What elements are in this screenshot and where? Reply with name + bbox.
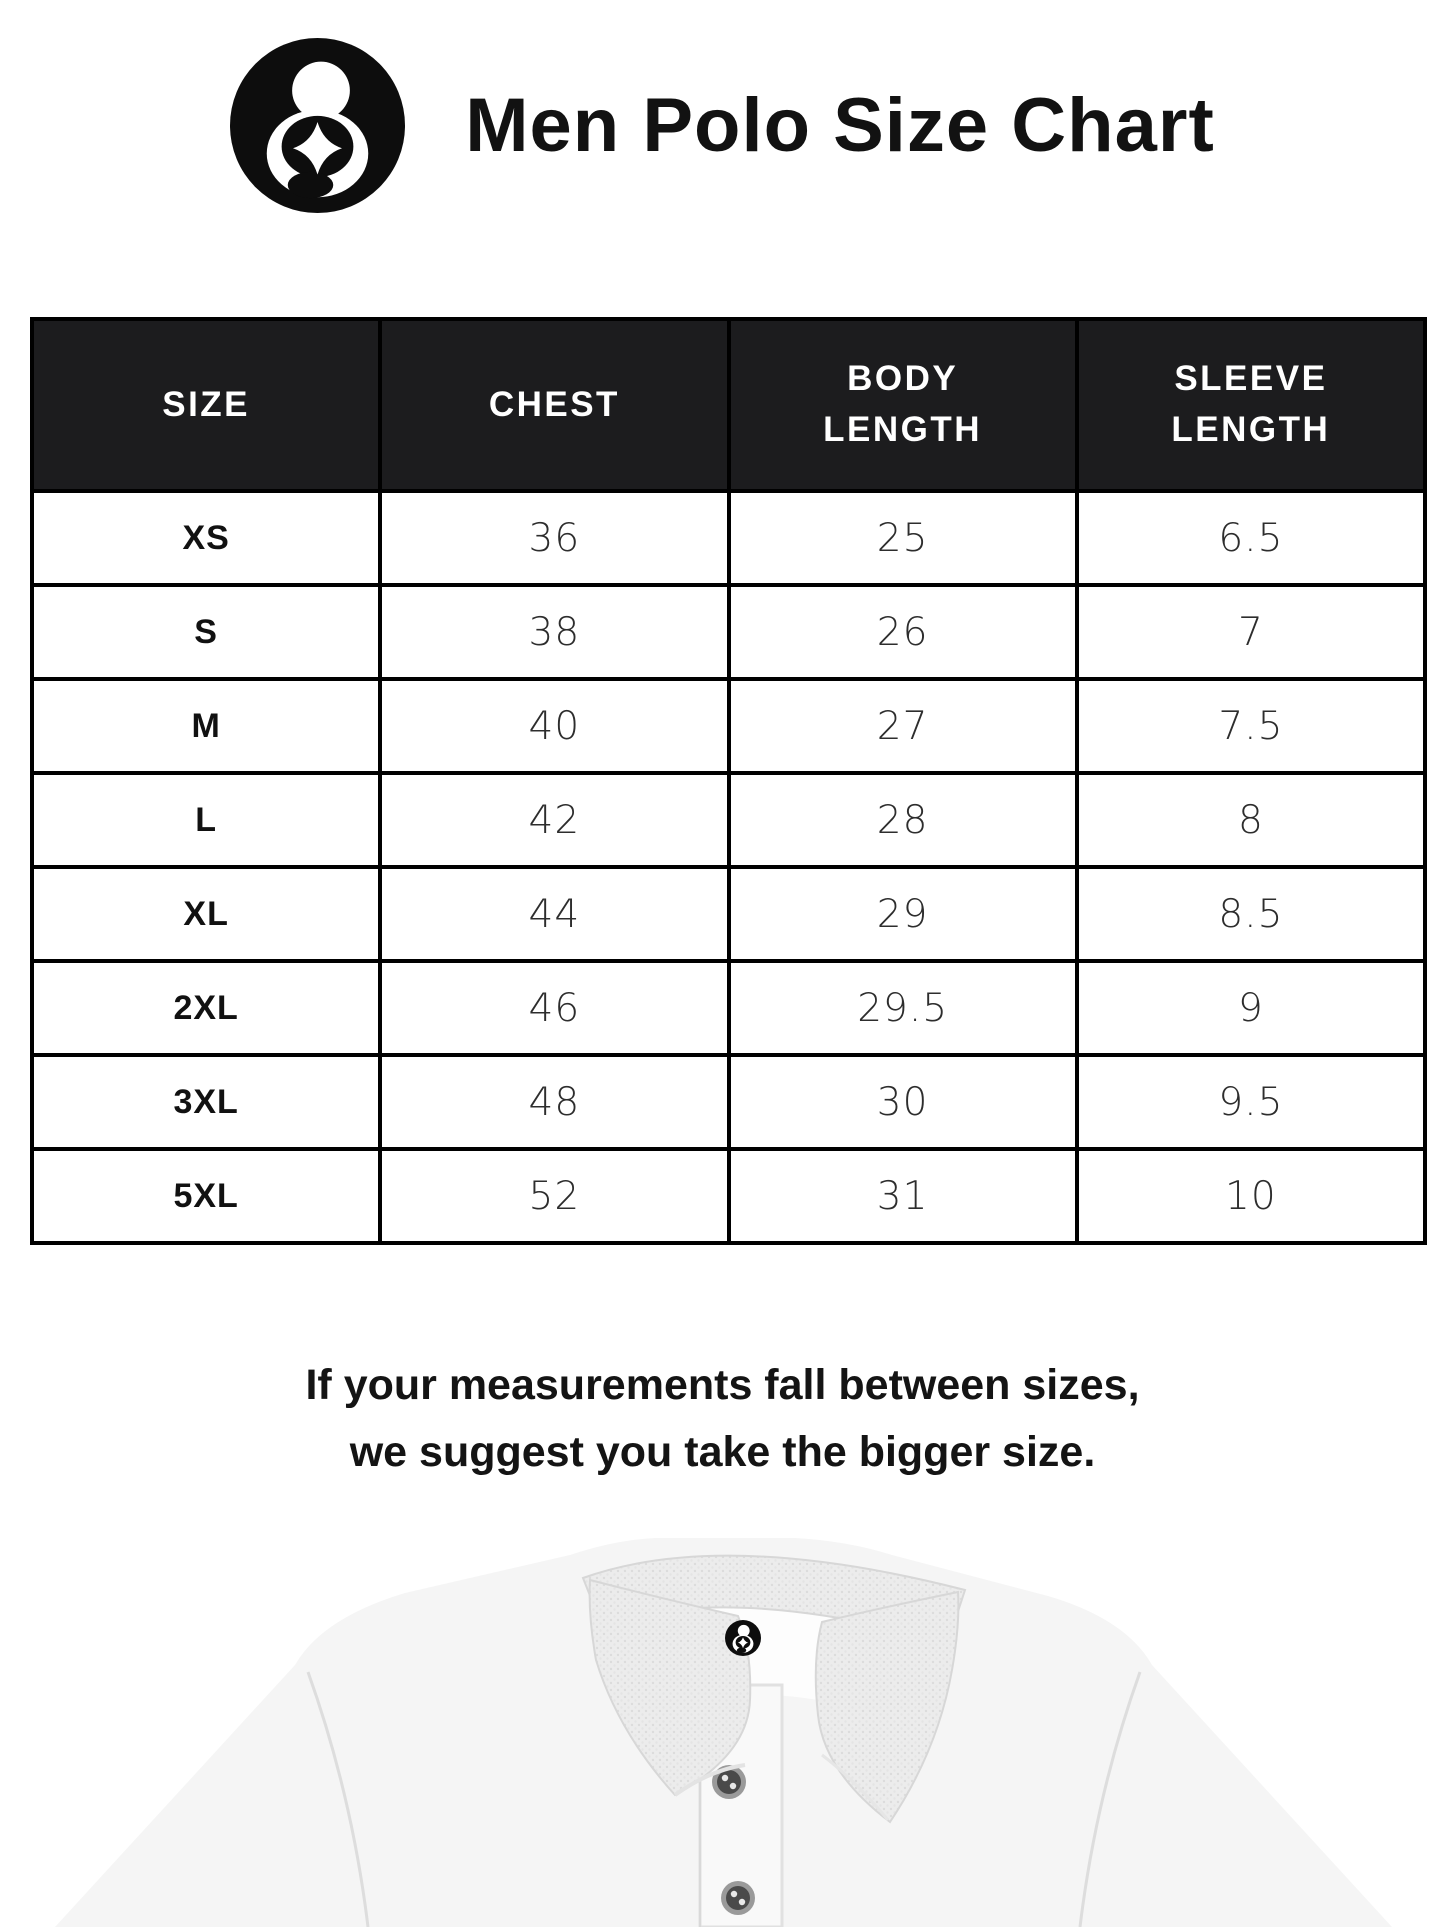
- sleeve-length-value: 9: [1077, 961, 1425, 1055]
- button: [721, 1881, 755, 1915]
- table-row: [32, 961, 1425, 1055]
- size-label: XL: [32, 867, 380, 961]
- chest-value: 48: [380, 1055, 728, 1149]
- body-length-value: 25: [729, 491, 1077, 585]
- chest-value: 46: [380, 961, 728, 1055]
- sleeve-length-value: 9.5: [1077, 1055, 1425, 1149]
- sleeve-length-value: 7.5: [1077, 679, 1425, 773]
- size-label: XS: [32, 491, 380, 585]
- table-row: [32, 491, 1425, 585]
- neck-label-logo: [725, 1620, 761, 1656]
- size-label: 2XL: [32, 961, 380, 1055]
- chest-value: 42: [380, 773, 728, 867]
- sleeve-length-value: 7: [1077, 585, 1425, 679]
- chest-value: 38: [380, 585, 728, 679]
- chest-value: 40: [380, 679, 728, 773]
- chest-value: 36: [380, 491, 728, 585]
- sleeve-length-value: 8: [1077, 773, 1425, 867]
- body-length-value: 29.5: [729, 961, 1077, 1055]
- body-length-value: 28: [729, 773, 1077, 867]
- fit-note-line-2: we suggest you take the bigger size.: [349, 1427, 1096, 1476]
- table-row: [32, 679, 1425, 773]
- size-label: 3XL: [32, 1055, 380, 1149]
- brand-header: [0, 38, 1445, 213]
- table-row: [32, 1149, 1425, 1243]
- polo-shirt-image: [0, 1520, 1445, 1927]
- table-row: [32, 773, 1425, 867]
- column-header-body-length: BODY LENGTH: [729, 319, 1077, 491]
- body-length-value: 31: [729, 1149, 1077, 1243]
- table-row: [32, 1055, 1425, 1149]
- body-length-value: 27: [729, 679, 1077, 773]
- table-row: [32, 585, 1425, 679]
- size-label: 5XL: [32, 1149, 380, 1243]
- body-length-value: 26: [729, 585, 1077, 679]
- size-label: S: [32, 585, 380, 679]
- size-chart-table: [30, 317, 1427, 1245]
- fit-note: [0, 1352, 1445, 1485]
- body-length-value: 30: [729, 1055, 1077, 1149]
- size-label: L: [32, 773, 380, 867]
- size-label: M: [32, 679, 380, 773]
- sleeve-length-value: 10: [1077, 1149, 1425, 1243]
- column-header-size: SIZE: [32, 319, 380, 491]
- sleeve-length-value: 8.5: [1077, 867, 1425, 961]
- body-length-value: 29: [729, 867, 1077, 961]
- chest-value: 44: [380, 867, 728, 961]
- table-row: [32, 867, 1425, 961]
- column-header-sleeve-length: SLEEVE LENGTH: [1077, 319, 1425, 491]
- fit-note-line-1: If your measurements fall between sizes,: [305, 1361, 1140, 1409]
- polo-shirt-illustration: [0, 1520, 1445, 1927]
- brand-logo-icon: [230, 38, 405, 213]
- table-header-row: [32, 319, 1425, 491]
- sleeve-length-value: 6.5: [1077, 491, 1425, 585]
- chest-value: 52: [380, 1149, 728, 1243]
- page-title: Men Polo Size Chart: [465, 83, 1215, 168]
- column-header-chest: CHEST: [380, 319, 728, 491]
